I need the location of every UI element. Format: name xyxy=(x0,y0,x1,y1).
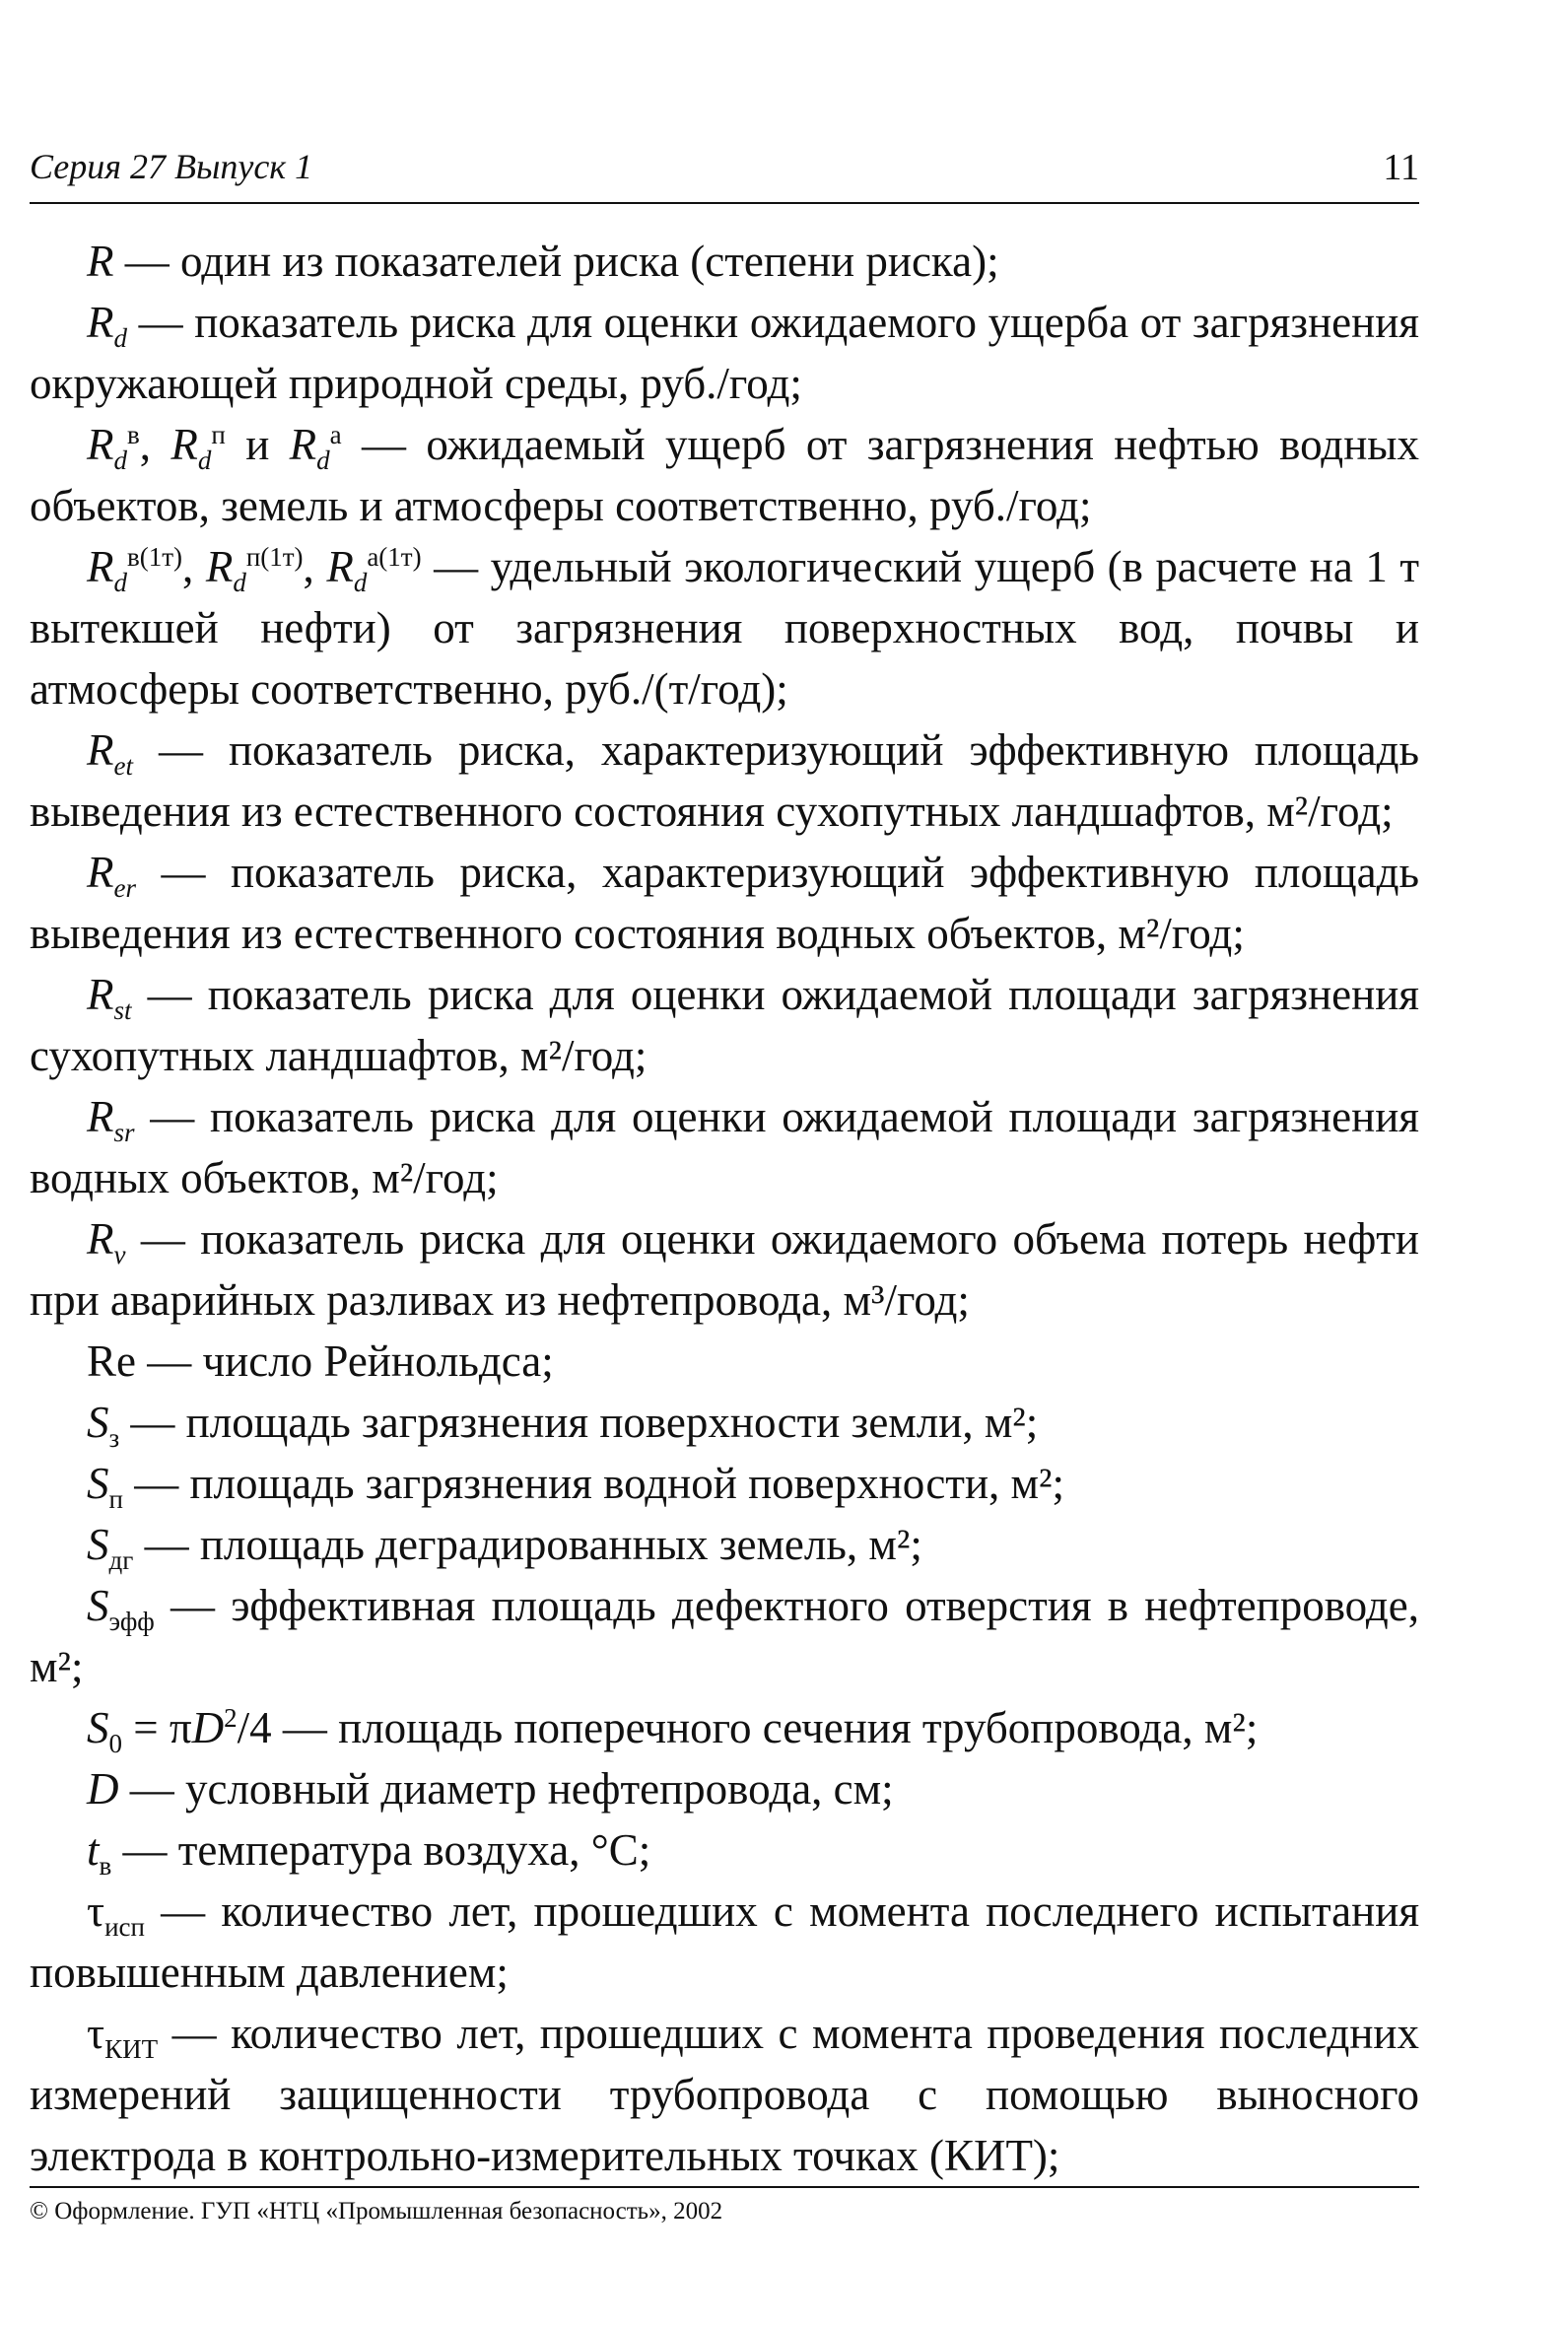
footer-rule xyxy=(30,2186,1419,2188)
definition-r xyxy=(30,231,1419,292)
dash: — xyxy=(282,1703,327,1752)
symbol: S xyxy=(87,1581,109,1630)
definition-seff: $S_{эфф}$ — эффективная площадь дефектного отверстия в нефтепроводе, м²; xyxy=(30,1581,1419,1691)
symbol: R xyxy=(87,848,114,897)
dash: — xyxy=(150,1092,195,1141)
symbol: R xyxy=(87,1214,114,1264)
symbol: S xyxy=(87,1398,109,1447)
symbol: τ xyxy=(87,1886,105,1936)
symbol: Re xyxy=(87,1336,136,1386)
definition-text: один из показателей риска (степени риска); xyxy=(180,237,999,286)
definition-text: количество лет, прошедших с момента проведения последних измерений защищенности трубопровода с помощью выносного электрода в контрольно-измерительных точках (КИТ); xyxy=(30,2009,1420,2180)
header-rule xyxy=(30,202,1419,204)
dash: — xyxy=(122,1825,168,1875)
symbol: D xyxy=(87,1764,119,1814)
symbol: R xyxy=(87,237,114,286)
definition-text: площадь деградированных земель, м²; xyxy=(199,1520,922,1569)
definition-r-damage: $R_d^в$, $R_d^п$ и $R_d^а$ — ожидаемый ущерб от загрязнения нефтью водных объектов, земель и атмосферы соответственно, руб./год; xyxy=(30,420,1420,530)
definition-tau-kit: $\tau_{КИТ}$ — количество лет, прошедших с момента проведения последних измерений защищенности трубопровода с помощью выносного электрода в контрольно-измерительных точках (КИТ); xyxy=(30,2009,1420,2180)
symbol: S xyxy=(87,1459,109,1508)
page-number: 11 xyxy=(1383,147,1419,188)
dash: — xyxy=(124,237,170,286)
symbol: R xyxy=(87,725,114,775)
definition-text: показатель риска для оценки ожидаемого объема потерь нефти при аварийных разливах из нефтепровода, м³/год; xyxy=(30,1214,1420,1325)
definition-s0: $S_0 = \pi D^2/4$ — площадь поперечного сечения трубопровода, м²; xyxy=(87,1703,1259,1758)
dash: — xyxy=(362,420,407,469)
definition-text: показатель риска, характеризующий эффективную площадь выведения из естественного состояния сухопутных ландшафтов, м²/год; xyxy=(30,725,1420,836)
definition-d xyxy=(30,1758,1419,1819)
definition-text: площадь поперечного сечения трубопровода, м²; xyxy=(338,1703,1259,1752)
dash: — xyxy=(161,1886,206,1936)
dash: — xyxy=(158,725,203,775)
series-label: Серия 27 Выпуск 1 xyxy=(30,147,313,186)
definition-text: удельный экологический ущерб (в расчете на 1 т вытекшей нефти) от загрязнения поверхностных вод, почвы и атмосферы соответственно, руб./(т/год); xyxy=(30,542,1420,714)
definition-text: количество лет, прошедших с момента последнего испытания повышенным давлением; xyxy=(30,1886,1420,1997)
definition-sdg: $S_{дг}$ — площадь деградированных земель, м²; xyxy=(87,1520,922,1575)
definition-text: температура воздуха, °С; xyxy=(177,1825,651,1875)
definition-text: показатель риска, характеризующий эффективную площадь выведения из естественного состояния водных объектов, м²/год; xyxy=(30,848,1420,958)
copyright-footer: © Оформление. ГУП «НТЦ «Промышленная безопасность», 2002 xyxy=(30,2198,723,2225)
symbol: t xyxy=(87,1825,100,1875)
definition-text: эффективная площадь дефектного отверстия в нефтепроводе, м²; xyxy=(30,1581,1419,1691)
dash: — xyxy=(171,2009,217,2058)
definition-text: ожидаемый ущерб от загрязнения нефтью водных объектов, земель и атмосферы соответственно, руб./год; xyxy=(30,420,1420,530)
definition-rd: $R_d$ — показатель риска для оценки ожидаемого ущерба от загрязнения окружающей природной среды, руб./год; xyxy=(30,298,1419,408)
definition-r-specific: $R_d^{в(1т)}$, $R_d^{п(1т)}$, $R_d^{а(1т)}$ — удельный экологический ущерб (в расчете на 1 т вытекшей нефти) от загрязнения поверхностных вод, почвы и атмосферы соответственно, руб./(т/год); xyxy=(30,542,1420,714)
definition-rer: $R_{er}$ — показатель риска, характеризующий эффективную площадь выведения из естественного состояния водных объектов, м²/год; xyxy=(30,848,1420,958)
definition-text: показатель риска для оценки ожидаемой площади загрязнения водных объектов, м²/год; xyxy=(30,1092,1419,1202)
dash: — xyxy=(138,298,183,347)
definition-tau-isp: $\tau_{исп}$ — количество лет, прошедших с момента последнего испытания повышенным давлением; xyxy=(30,1886,1420,1997)
dash: — xyxy=(434,542,479,591)
dash: — xyxy=(134,1459,179,1508)
definition-text: площадь загрязнения поверхности земли, м²; xyxy=(185,1398,1039,1447)
definition-rsr: $R_{sr}$ — показатель риска для оценки ожидаемой площади загрязнения водных объектов, м²/год; xyxy=(30,1092,1419,1202)
definition-sz: $S_з$ — площадь загрязнения поверхности земли, м²; xyxy=(87,1398,1039,1453)
definition-text: показатель риска для оценки ожидаемого ущерба от загрязнения окружающей природной среды, руб./год; xyxy=(30,298,1419,408)
definition-text: площадь загрязнения водной поверхности, м²; xyxy=(189,1459,1065,1508)
symbol: S xyxy=(87,1520,109,1569)
symbol: R xyxy=(87,298,114,347)
dash: — xyxy=(144,1520,189,1569)
definition-sp: $S_п$ — площадь загрязнения водной поверхности, м²; xyxy=(87,1459,1065,1514)
definition-text: показатель риска для оценки ожидаемой площади загрязнения сухопутных ландшафтов, м²/год; xyxy=(30,970,1419,1080)
dash: — xyxy=(130,1398,175,1447)
dash: — xyxy=(129,1764,174,1814)
definition-re xyxy=(30,1331,1419,1392)
definition-text: условный диаметр нефтепровода, см; xyxy=(185,1764,894,1814)
definition-tv: $t_в$ — температура воздуха, °С; xyxy=(87,1825,651,1881)
definition-text: число Рейнольдса; xyxy=(202,1336,554,1386)
dash: — xyxy=(147,970,192,1019)
symbol: R xyxy=(87,1092,114,1141)
dash: — xyxy=(170,1581,216,1630)
symbol: τ xyxy=(87,2009,105,2058)
dash: — xyxy=(147,1336,192,1386)
symbol: R xyxy=(87,970,114,1019)
definition-rst: $R_{st}$ — показатель риска для оценки ожидаемой площади загрязнения сухопутных ландшафтов, м²/год; xyxy=(30,970,1419,1080)
definition-ret: $R_{et}$ — показатель риска, характеризующий эффективную площадь выведения из естественного состояния сухопутных ландшафтов, м²/год; xyxy=(30,725,1420,836)
definition-rv: $R_v$ — показатель риска для оценки ожидаемого объема потерь нефти при аварийных разливах из нефтепровода, м³/год; xyxy=(30,1214,1420,1325)
dash: — xyxy=(140,1214,185,1264)
running-header xyxy=(30,146,1419,195)
dash: — xyxy=(161,848,206,897)
definitions-list xyxy=(30,231,1419,2186)
